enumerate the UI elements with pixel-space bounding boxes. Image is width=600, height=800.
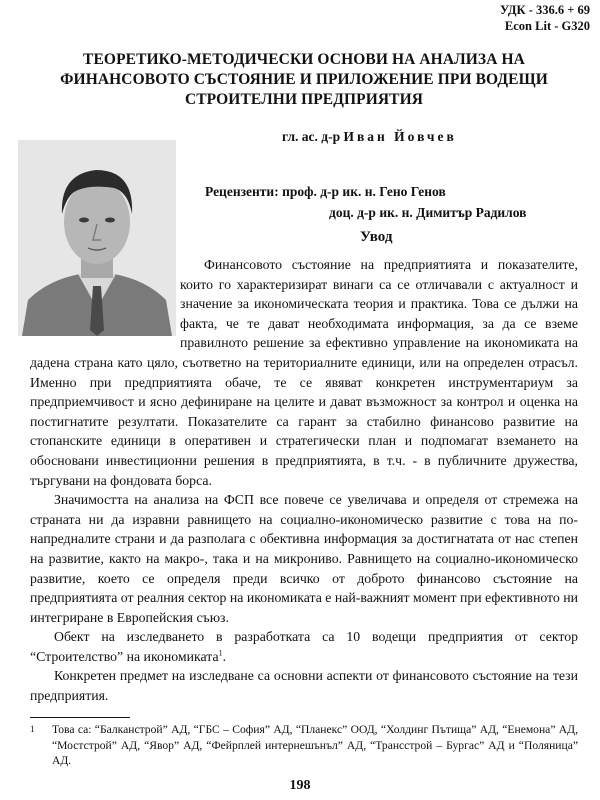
paragraph-4: Конкретен предмет на изследване са основни аспекти от финансовото състояние на тези предприятия. xyxy=(30,668,578,704)
reviewers-block xyxy=(205,181,526,223)
reviewer-line-1 xyxy=(205,181,526,202)
footnote-mark: 1 xyxy=(30,724,35,734)
footnote-divider xyxy=(30,717,130,718)
article-title: ТЕОРЕТИКО-МЕТОДИЧЕСКИ ОСНОВИ НА АНАЛИЗА НА ФИНАНСОВОТО СЪСТОЯНИЕ И ПРИЛОЖЕНИЕ ПРИ ВОДЕЩИ СТРОИТЕЛНИ ПРЕДПРИЯТИЯ xyxy=(60,51,548,108)
right-eye xyxy=(105,218,115,223)
footnote xyxy=(30,722,578,769)
paragraph-3 xyxy=(30,627,578,666)
reviewer-second: доц. д-р ик. н. Димитър Радилов xyxy=(329,205,527,220)
reviewer-first: проф. д-р ик. н. Гено Генов xyxy=(282,184,446,199)
section-heading-intro: Увод xyxy=(360,229,393,245)
econlit-code: Econ Lit - G320 xyxy=(504,19,590,33)
photo-wrap-spacer xyxy=(30,255,180,335)
page-number: 198 xyxy=(289,778,311,793)
paragraph-2: Значимостта на анализа на ФСП все повече се увеличава и определя от стремежа на страната ни да изравни равнището на социално-икономическо развитие с това на по-напредналите страни и да разполага с обективна информация за достигнатата от нас степен на развитие, както на макро-, така и на микрониво. Равнището на социално-икономическо развитие, което се определя преди всичко от доброто финансово състояние на предприятията от реалния сектор на икономиката е най-важният момент при ефективното ни интегриране в Европейския съюз. xyxy=(30,492,579,625)
footnote-ref: 1 xyxy=(218,648,223,658)
author-name: Иван Йовчев xyxy=(343,129,457,144)
reviewers-label: Рецензенти: xyxy=(205,184,279,199)
face-shape xyxy=(64,180,130,264)
article-body xyxy=(30,255,578,706)
footnote-text: Това са: “Балканстрой” АД, “ГБС – София” АД, “Планекс” ООД, “Холдинг Пътища” АД, “Енемона” АД, “Мостстрой” АД, “Явор” АД, “Фейрплей интернешънъл” АД, “Трансстрой – Бургас” АД и “Поляница” АД. xyxy=(52,723,578,767)
left-eye xyxy=(79,218,89,223)
udk-code: УДК - 336.6 + 69 xyxy=(500,3,590,17)
author-degree: гл. ас. д-р xyxy=(282,129,341,144)
paragraph-3-end: . xyxy=(222,648,227,664)
paragraph-1-text: Финансовото състояние на предприятията и показателите, които го характеризират винаги са се отличавали с актуалност и значение за икономическата теория и практика. Това се дължи на факта, че те дават необходимата информация, за да се вземе правилното решение за ефективно управление на икономиката на дадена страна като цяло, съответно на териториалните единици, или на определен отрасъл. Именно при предприятията обаче, те се явяват конкретен инструментариум за предприемчивост и ясно дефиниране на целите и дават възможност за контрол и оценка на постигнатите резултати. Показателите са гарант за стабилно финансово развитие на стопанските единици в оперативен и стратегически план и подпомагат вземането на обосновани инвестиционни решения в предприятията, в т.ч. - в публичните дружества, търгувани на фондовата борса. xyxy=(30,257,578,488)
author-line xyxy=(282,129,457,145)
paragraph-3-text: Обект на изследването в разработката са 10 водещи предприятия от сектор “Строителство” на икономиката xyxy=(30,629,578,664)
classification-codes xyxy=(500,2,590,34)
